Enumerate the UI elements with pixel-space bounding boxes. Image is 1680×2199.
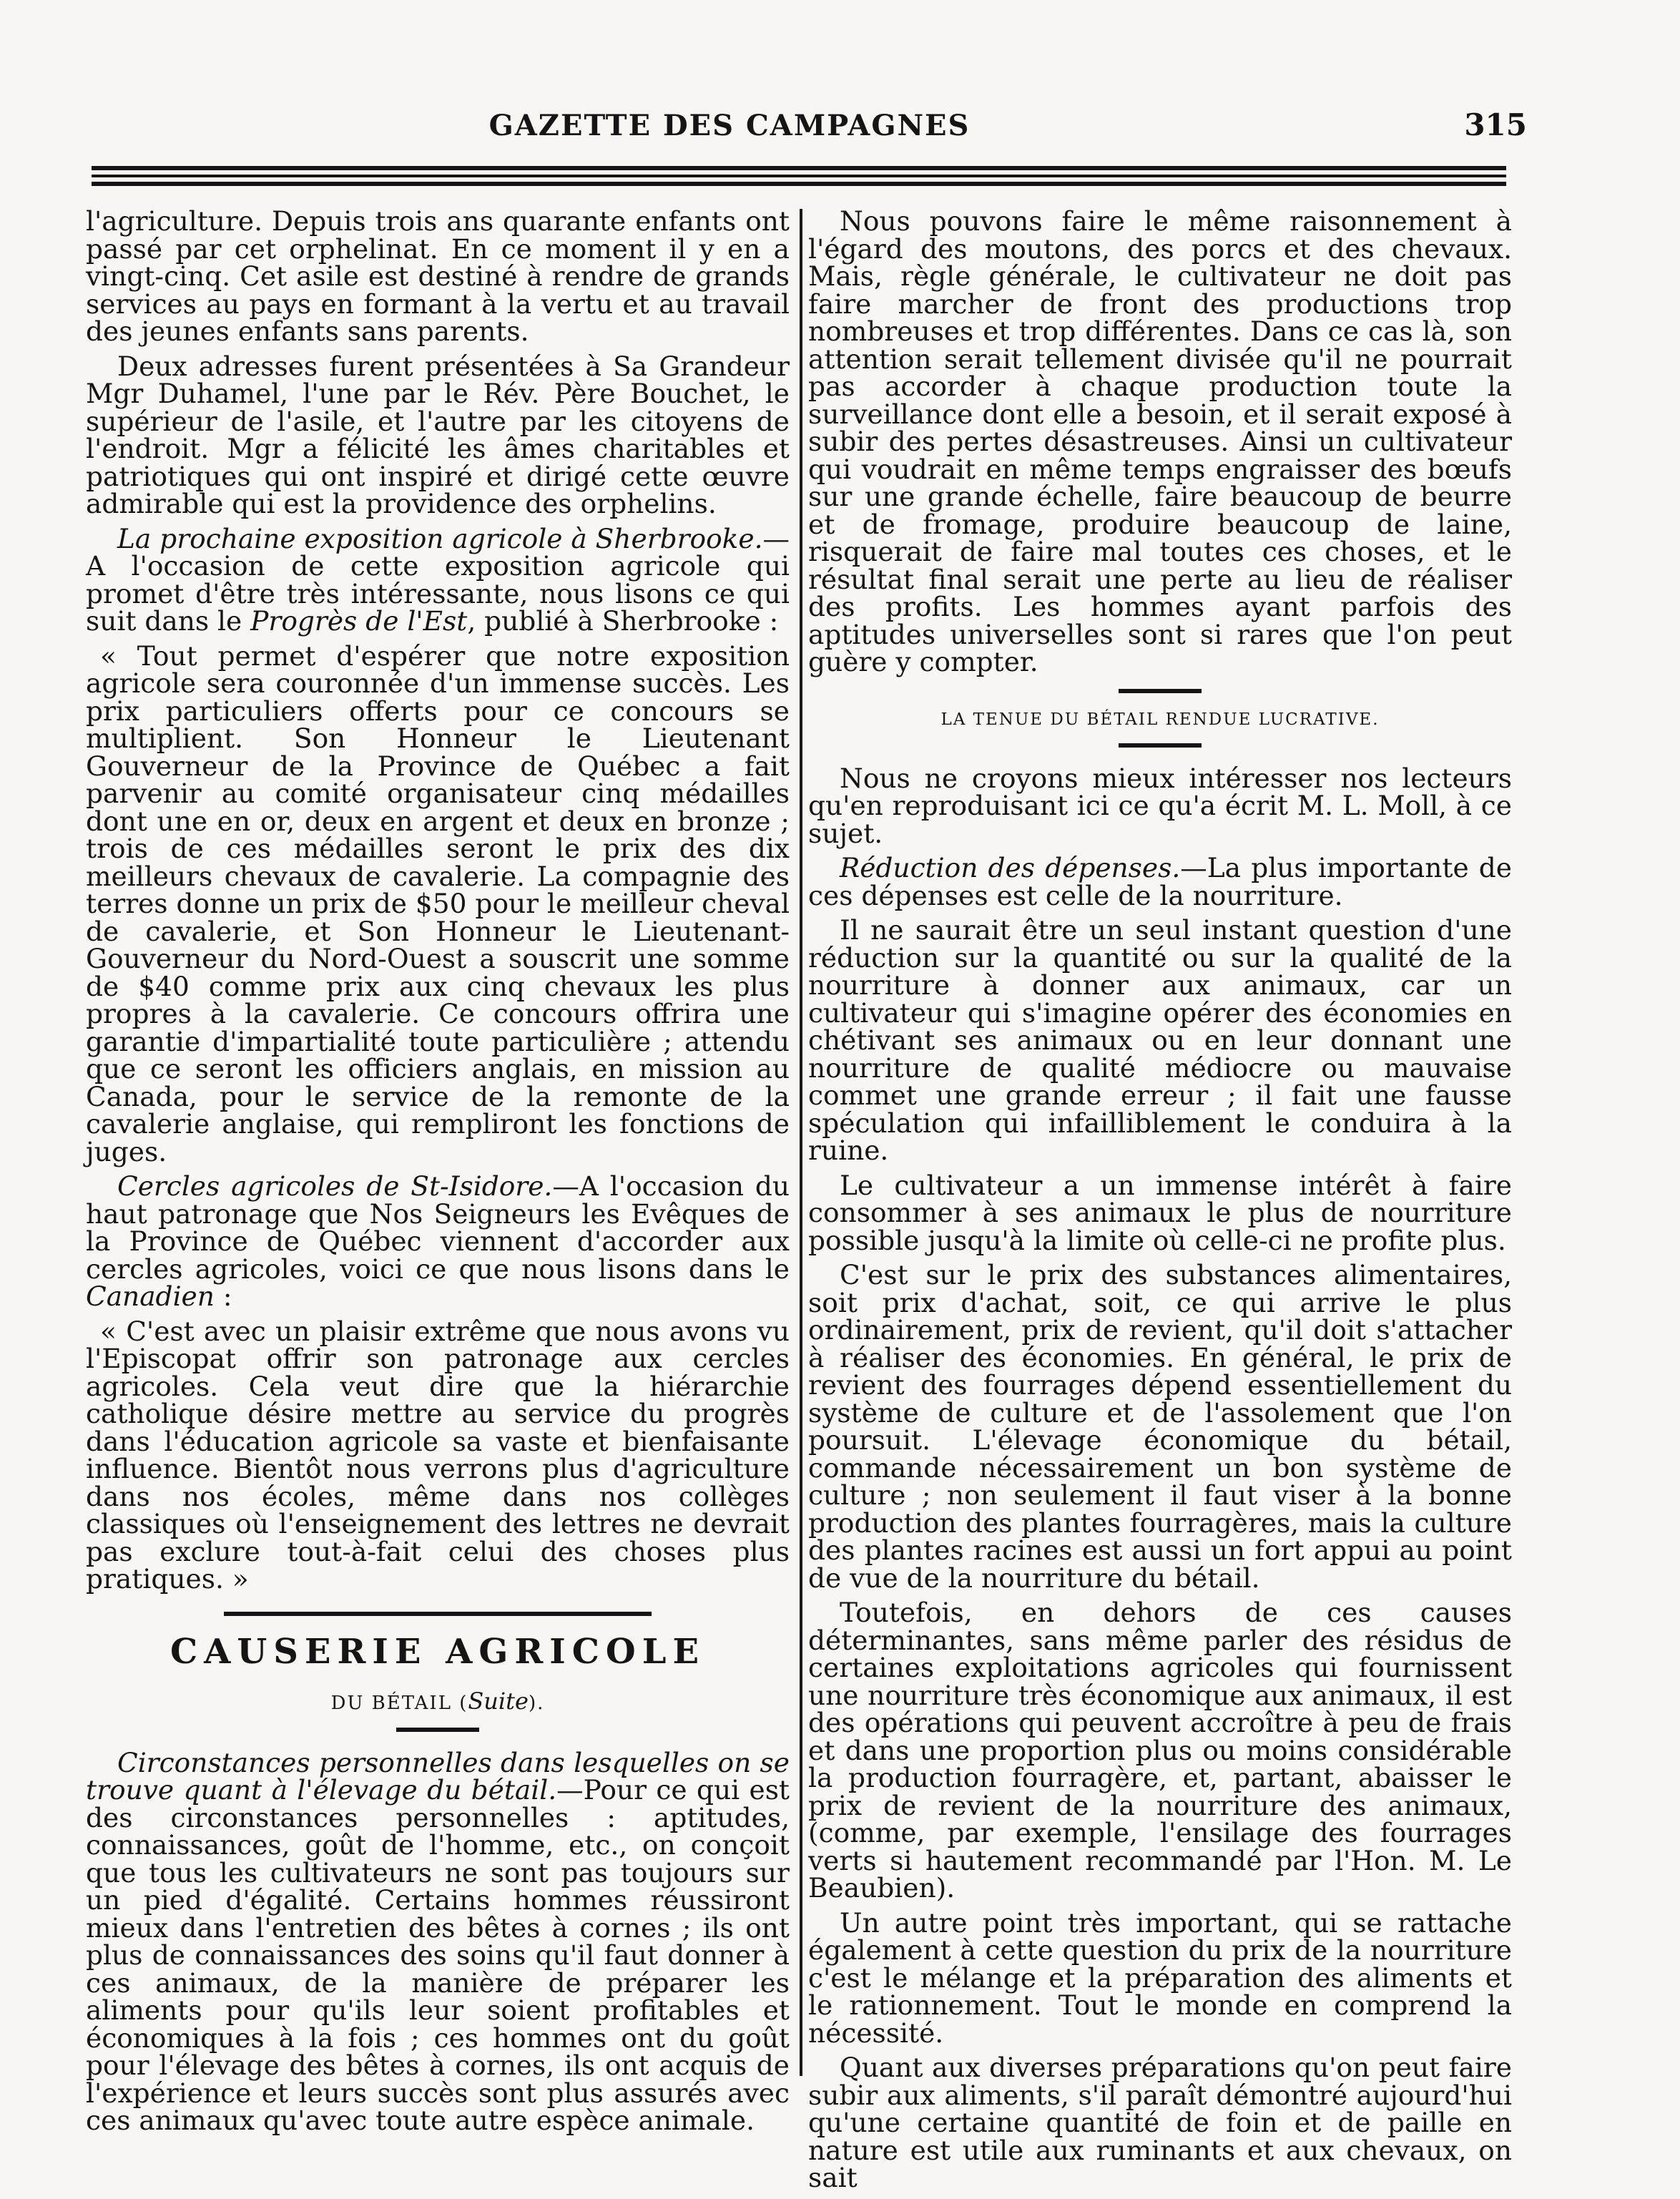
subheading-text: DU BÉTAIL ( xyxy=(330,1692,468,1714)
paragraph: Nous pouvons faire le même raisonnement à l'égard des moutons, des porcs et des chevaux. Mais, règle générale, le cultivateur ne doit pas faire marcher de front des productions trop nombreuses et trop différentes. Dans ce cas là, son attention serait tellement divisée qu'il ne pourrait pas accorder à chaque production toute la surveillance dont elle a besoin, et il serait exposé à subir des pertes désastreuses. Ainsi un cultivateur qui voudrait en même temps engraisser des bœufs sur une grande échelle, faire beaucoup de beurre et de fromage, produire beaucoup de laine, risquerait de faire mal toutes ces choses, et le résultat final serait une perte au lieu de réaliser des profits. Les hommes ayant parfois des aptitudes universelles sont si rares que l'on peut guère y compter. xyxy=(808,205,1512,677)
paragraph-text: —A l'occasion de cette exposition agricole qui promet d'être très intéressante, nous lisons ce qui suit dans le xyxy=(86,522,790,637)
page-title: GAZETTE DES CAMPAGNES xyxy=(488,109,971,142)
paragraph-text: —La plus importante de ces dépenses est celle de la nourriture. xyxy=(808,852,1512,911)
right-column xyxy=(808,207,1512,2199)
column-divider xyxy=(800,209,802,2076)
page-number: 315 xyxy=(1464,107,1527,142)
paragraph: Toutefois, en dehors de ces causes déterminantes, sans même parler des résidus de certaines exploitations agricoles qui fournissent une nourriture très économique aux animaux, il est des opérations qui peuvent accroître à peu de frais et dans une proportion plus ou moins considérable la production fourragère, et, partant, abaisser le prix de revient de la nourriture des animaux, (comme, par exemple, l'ensilage des fourrages verts si hautement recommandé par l'Hon. M. Le Beaubien). xyxy=(808,1597,1512,1904)
paragraph-text: : xyxy=(214,1280,232,1312)
short-rule xyxy=(1119,689,1202,693)
paragraph: Quant aux diverses préparations qu'on peut faire subir aux aliments, s'il paraît démontré aujourd'hui qu'une certaine quantité de foin et de paille en nature est utile aux ruminants et aux chevaux, on sait xyxy=(808,2052,1512,2193)
section-subheading xyxy=(86,1688,790,1715)
source-title: Canadien xyxy=(86,1280,215,1312)
short-rule xyxy=(396,1728,479,1732)
subheading-text: ). xyxy=(528,1692,545,1714)
paragraph: Nous ne croyons mieux intéresser nos lecteurs qu'en reproduisant ici ce qu'a écrit M. L. Moll, à ce sujet. xyxy=(808,762,1512,849)
left-column xyxy=(86,207,790,2142)
section-rule xyxy=(224,1612,652,1616)
section-heading: CAUSERIE AGRICOLE xyxy=(170,1631,706,1672)
paragraph xyxy=(808,854,1512,909)
paragraph-lead: La prochaine exposition agricole à Sherbrooke. xyxy=(117,522,763,554)
subheading-italic: Suite xyxy=(468,1687,529,1715)
paragraph xyxy=(86,522,790,637)
paragraph xyxy=(86,1746,790,2136)
quotation: « C'est avec un plaisir extrême que nous avons vu l'Episcopat offrir son patronage aux cercles agricoles. Cela veut dire que la hiérarchie catholique désire mettre au service du progrès dans l'éducation agricole sa vaste et bienfaisante influence. Bientôt nous verrons plus d'agriculture dans nos écoles, même dans nos collèges classiques où l'enseignement des lettres ne devrait pas exclure tout-à-fait celui des choses plus pratiques. » xyxy=(86,1315,790,1595)
source-title: Progrès de l'Est xyxy=(250,605,468,637)
header-rule xyxy=(92,166,1506,170)
section-heading: LA TENUE DU BÉTAIL RENDUE LUCRATIVE. xyxy=(940,710,1380,729)
header-rule xyxy=(92,182,1506,186)
paragraph-text: —Pour ce qui est des circonstances personnelles : aptitudes, connaissances, goût de l'homme, etc., on conçoit que tous les cultivateurs ne sont pas toujours sur un pied d'égalité. Certains hommes réussiront mieux dans l'entretien des bêtes à cornes ; ils ont plus de connaissances des soins qu'il faut donner à ces animaux, de la manière de préparer les aliments pour qu'ils leur soient profitables et économiques à la fois ; ces hommes ont du goût pour l'élevage des bêtes à cornes, ils ont acquis de l'expérience et leurs succès sont plus assurés avec ces animaux qu'avec toute autre espèce animale. xyxy=(86,1774,790,2136)
paragraph-text: , publié à Sherbrooke : xyxy=(467,605,779,637)
paragraph-lead: Réduction des dépenses. xyxy=(840,852,1181,883)
paragraph: Le cultivateur a un immense intérêt à faire consommer à ses animaux le plus de nourriture possible jusqu'à la limite où celle-ci ne profite plus. xyxy=(808,1169,1512,1256)
quotation: « Tout permet d'espérer que notre exposition agricole sera couronnée d'un immense succès. Les prix particuliers offerts pour ce concours se multiplient. Son Honneur le Lieutenant Gouverneur de la Province de Québec a fait parvenir au comité organisateur cinq médailles dont une en or, deux en argent et deux en bronze ; trois de ces médailles seront le prix des dix meilleurs chevaux de cavalerie. La compagnie des terres donne un prix de $50 pour le meilleur cheval de cavalerie, et Son Honneur le Lieutenant-Gouverneur du Nord-Ouest a souscrit une somme de $40 comme prix aux cinq chevaux les plus propres à la cavalerie. Ce concours offrira une garantie d'impartialité toute particulière ; attendu que ce seront les officiers anglais, en mission au Canada, pour le service de la remonte de la cavalerie anglaise, qui rempliront les fonctions de juges. xyxy=(86,640,790,1167)
paragraph-lead: Cercles agricoles de St-Isidore. xyxy=(117,1170,553,1202)
paragraph-lead: Circonstances personnelles dans lesquelles on se trouve quant à l'élevage du bétail. xyxy=(86,1746,790,1806)
paragraph: Un autre point très important, qui se rattache également à cette question du prix de la nourriture c'est le mélange et la préparation des aliments et le rationnement. Tout le monde en comprend la nécessité. xyxy=(808,1906,1512,2049)
paragraph: Deux adresses furent présentées à Sa Grandeur Mgr Duhamel, l'une par le Rév. Père Bouchet, le supérieur de l'asile, et l'autre par les citoyens de l'endroit. Mgr a félicité les âmes charitables et patriotiques qui ont inspiré et dirigé cette œuvre admirable qui est la providence des orphelins. xyxy=(86,350,790,519)
paragraph xyxy=(86,1172,790,1311)
paragraph: C'est sur le prix des substances alimentaires, soit prix d'achat, soit, ce qui arrive le plus ordinairement, prix de revient, qu'il doit s'attacher à réaliser des économies. En général, le prix de revient des fourrages dépend essentiellement du système de culture et de l'assolement que l'on poursuit. L'élevage économique du bétail, commande nécessairement un bon système de culture ; non seulement il faut viser à la bonne production des plantes fourragères, mais la culture des plantes racines est aussi un fort appui au point de vue de la nourriture du bétail. xyxy=(808,1259,1512,1594)
paragraph: l'agriculture. Depuis trois ans quarante enfants ont passé par cet orphelinat. En ce moment il y en a vingt-cinq. Cet asile est destiné à rendre de grands services au pays en formant à la vertu et au travail des jeunes enfants sans parents. xyxy=(86,205,790,347)
paragraph: Il ne saurait être un seul instant question d'une réduction sur la quantité ou sur la qualité de la nourriture à donner aux animaux, car un cultivateur qui s'imagine opérer des économies en chétivant ses animaux ou en leur donnant une nourriture de qualité médiocre ou mauvaise commet une grande erreur ; il fait une fausse spéculation qui infailliblement le conduira à la ruine. xyxy=(808,914,1512,1166)
paragraph-text: —A l'occasion du haut patronage que Nos Seigneurs les Evêques de la Province de Québec viennent d'accorder aux cercles agricoles, voici ce que nous lisons dans le xyxy=(86,1170,790,1285)
short-rule xyxy=(1119,743,1202,748)
header-rule xyxy=(92,175,1506,177)
